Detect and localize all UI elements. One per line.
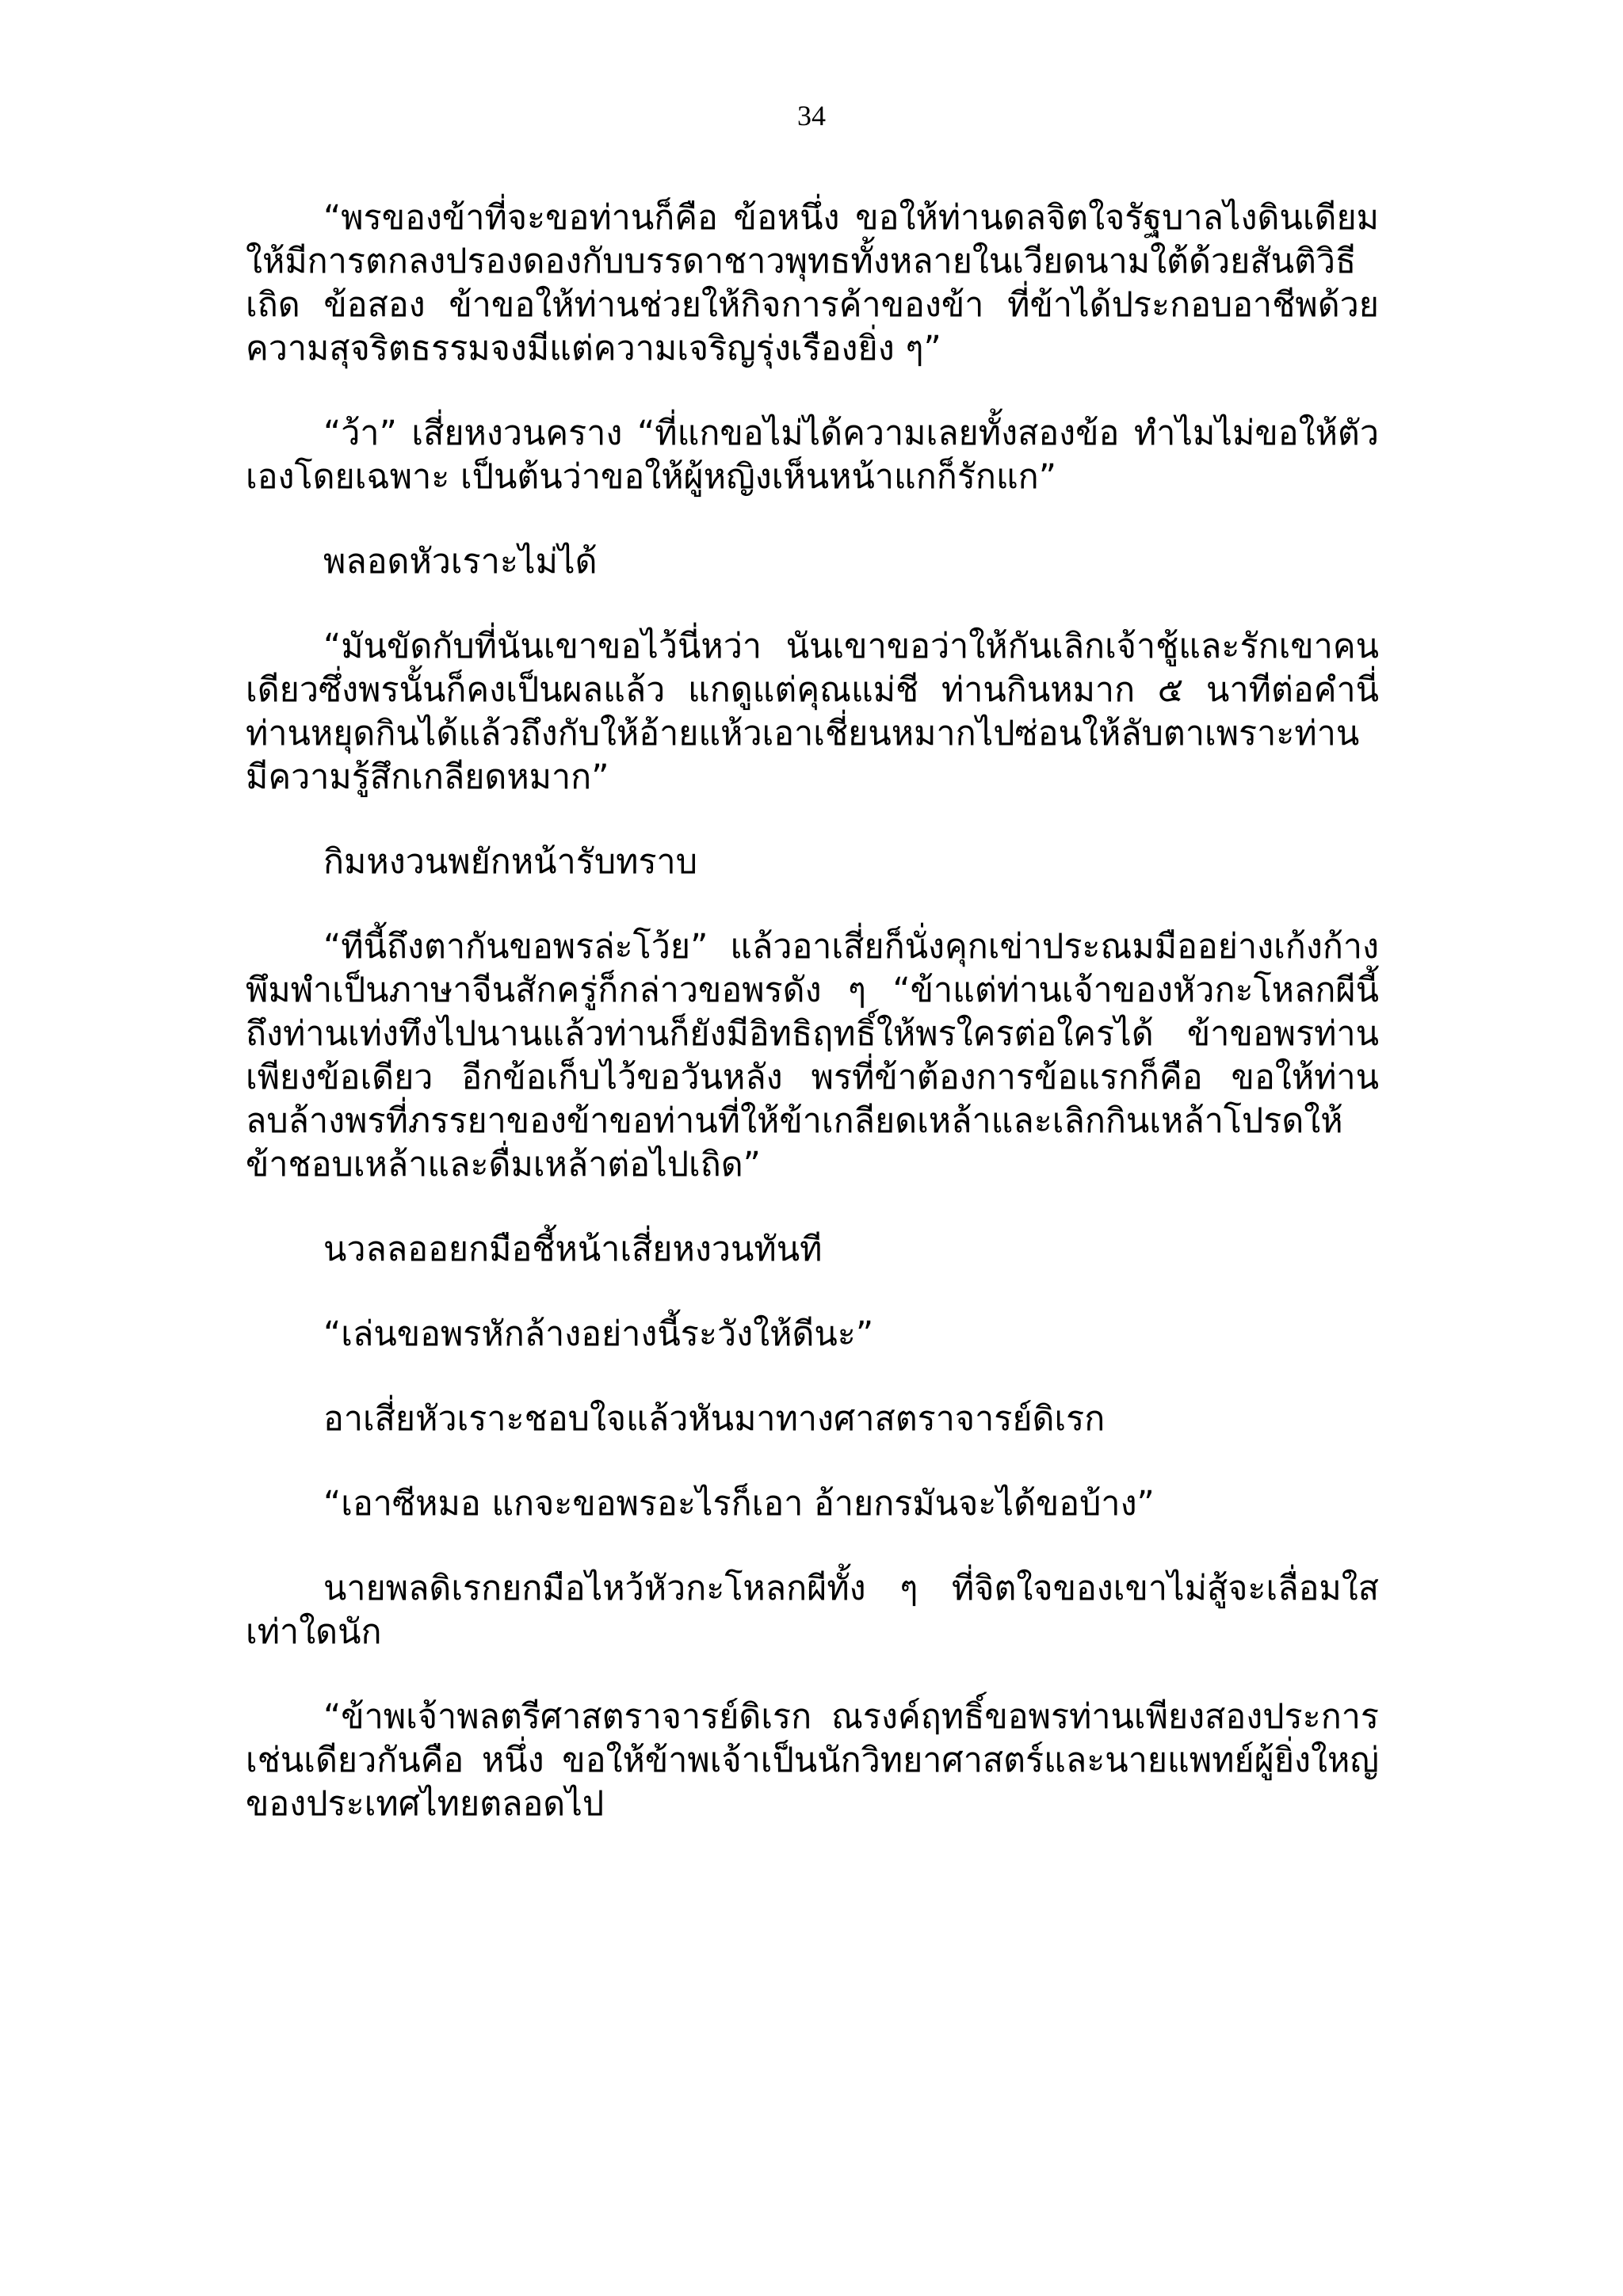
paragraph: นวลลออยกมือชี้หน้าเสี่ยหงวนทันที [323,1230,823,1269]
paragraph: กิมหงวนพยักหน้ารับทราบ [323,842,697,882]
paragraph: พลอดหัวเราะไม่ได้ [323,542,598,582]
paragraph: นายพลดิเรกยกมือไหว้หัวกะโหลกผีทั้ง ๆ ที่จิตใจของเขาไม่สู้จะเลื่อมใสเท่าใดนัก [246,1569,1379,1652]
paragraph: “ทีนี้ถึงตากันขอพรล่ะโว้ย” แล้วอาเสี่ยก็นั่งคุกเข่าประณมมืออย่างเก้งก้างพึมพำเป็นภาษาจีนสักครู่ก็กล่าวขอพรดัง ๆ “ข้าแต่ท่านเจ้าของหัวกะโหลกผีนี้ ถึงท่านเท่งทึงไปนานแล้วท่านก็ยังมีอิทธิฤทธิ์ให้พรใครต่อใครได้ ข้าขอพรท่านเพียงข้อเดียว อีกข้อเก็บไว้ขอวันหลัง พรที่ข้าต้องการข้อแรกก็คือ ขอให้ท่านลบล้างพรที่ภรรยาของข้าขอท่านที่ให้ข้าเกลียดเหล้าและเลิกกินเหล้าโปรดให้ข้าชอบเหล้าและดื่มเหล้าต่อไปเถิด” [246,927,1379,1184]
paragraph: “มันขัดกับที่นันเขาขอไว้นี่หว่า นันเขาขอว่าให้กันเลิกเจ้าชู้และรักเขาคนเดียวซึ่งพรนั้นก็คงเป็นผลแล้ว แกดูแต่คุณแม่ชี ท่านกินหมาก ๕ นาทีต่อคำนี่ท่านหยุดกินได้แล้วถึงกับให้อ้ายแห้วเอาเชี่ยนหมากไปซ่อนให้ลับตาเพราะท่านมีความรู้สึกเกลียดหมาก” [246,627,1379,797]
paragraph: “เล่นขอพรหักล้างอย่างนี้ระวังให้ดีนะ” [323,1314,874,1354]
page-number: 34 [797,100,826,132]
paragraph: “พรของข้าที่จะขอท่านก็คือ ข้อหนึ่ง ขอให้ท่านดลจิตใจรัฐบาลไงดินเดียมให้มีการตกลงปรองดองกับบรรดาชาวพุทธทั้งหลายในเวียดนามใต้ด้วยสันติวิธีเถิด ข้อสอง ข้าขอให้ท่านช่วยให้กิจการค้าของข้า ที่ข้าได้ประกอบอาชีพด้วยความสุจริตธรรมจงมีแต่ความเจริญรุ่งเรืองยิ่ง ๆ” [246,198,1379,368]
paragraph: อาเสี่ยหัวเราะชอบใจแล้วหันมาทางศาสตราจารย์ดิเรก [323,1399,1106,1439]
paragraph: “เอาซีหมอ แกจะขอพรอะไรก็เอา อ้ายกรมันจะได้ขอบ้าง” [323,1484,1155,1524]
paragraph: “ข้าพเจ้าพลตรีศาสตราจารย์ดิเรก ณรงค์ฤทธิ์ขอพรท่านเพียงสองประการเช่นเดียวกันคือ หนึ่ง ขอให้ข้าพเจ้าเป็นนักวิทยาศาสตร์และนายแพทย์ผู้ยิ่งใหญ่ของประเทศไทยตลอดไป [246,1697,1379,1824]
paragraph: “ว้า” เสี่ยหงวนคราง “ที่แกขอไม่ได้ความเลยทั้งสองข้อ ทำไมไม่ขอให้ตัวเองโดยเฉพาะ เป็นต้นว่าขอให้ผู้หญิงเห็นหน้าแกก็รักแก” [246,414,1379,497]
body-text [246,196,1379,1826]
